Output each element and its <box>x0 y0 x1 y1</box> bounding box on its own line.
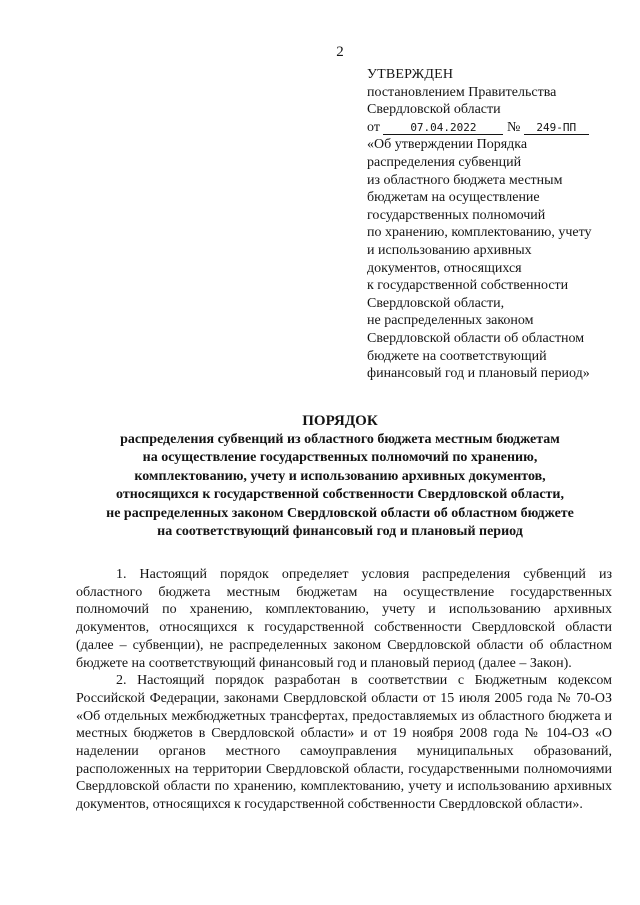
approval-title: УТВЕРЖДЕН <box>367 67 454 82</box>
title-line: относящихся к государственной собственности Свердловской области, <box>116 487 564 502</box>
approval-name-line: Свердловской области об областном <box>367 330 585 346</box>
approval-line: постановлением Правительства <box>367 84 557 100</box>
title-heading: ПОРЯДОК <box>302 413 378 429</box>
title-line: на осуществление государственных полномочий по хранению, <box>142 450 538 465</box>
approval-name-line: и использованию архивных <box>367 242 532 258</box>
title-line: комплектованию, учету и использованию архивных документов, <box>134 468 546 484</box>
approval-name-line: по хранению, комплектованию, учету <box>367 225 592 241</box>
approval-date-row <box>367 119 627 137</box>
approval-name-line: из областного бюджета местным <box>367 172 563 188</box>
document-title <box>40 412 640 542</box>
paragraph: 2. Настоящий порядок разработан в соответствии с Бюджетным кодексом Российской Федерации, законами Свердловской области от 15 июля 2005 года № 70-ОЗ «Об отдельных межбюджетных трансфертах, предоставляемых из областного бюджета и местных бюджетов в Свердловской области» и от 19 ноября 2008 года № 104-ОЗ «О наделении органов местного самоуправления муниципальных образований, расположенных на территории Свердловской области, государственными полномочиями Свердловской области по хранению, комплектованию, учету и использованию архивных документов, относящихся к государственной собственности Свердловской области». <box>76 673 612 813</box>
title-line: не распределенных законом Свердловской области об областном бюджете <box>106 505 574 521</box>
approval-name-line: бюджетам на осуществление <box>367 190 540 206</box>
paragraph: 1. Настоящий порядок определяет условия распределения субвенций из областного бюджета местным бюджетам на осуществление государственных полномочий по хранению, комплектованию, учету и использованию архивных документов, относящихся к государственной собственности Свердловской области (далее – субвенции), не распределенных законом Свердловской области об областном бюджете на соответствующий финансовый год и плановый период (далее – Закон). <box>76 567 612 671</box>
page-number: 2 <box>336 44 344 60</box>
approval-number: 249-ПП <box>524 121 589 135</box>
document-body <box>76 566 612 814</box>
approval-name-line: распределения субвенций <box>367 154 522 170</box>
approval-block <box>367 66 627 383</box>
approval-line: Свердловской области <box>367 102 501 118</box>
approval-name-line: государственных полномочий <box>367 207 546 223</box>
date-prefix: от <box>367 119 380 135</box>
title-line: распределения субвенций из областного бюджета местным бюджетам <box>120 431 560 447</box>
approval-name-line: к государственной собственности <box>367 278 569 294</box>
approval-name-line: Свердловской области, <box>367 295 505 311</box>
approval-name-line: документов, относящихся <box>367 260 522 276</box>
approval-name-line: не распределенных законом <box>367 313 534 329</box>
approval-name-line: «Об утверждении Порядка <box>367 137 528 153</box>
approval-name-line: бюджете на соответствующий <box>367 348 547 364</box>
number-prefix: № <box>506 119 521 135</box>
approval-date: 07.04.2022 <box>383 121 503 135</box>
approval-name-line: финансовый год и плановый период» <box>367 366 590 382</box>
title-line: на соответствующий финансовый год и плановый период <box>157 524 523 539</box>
